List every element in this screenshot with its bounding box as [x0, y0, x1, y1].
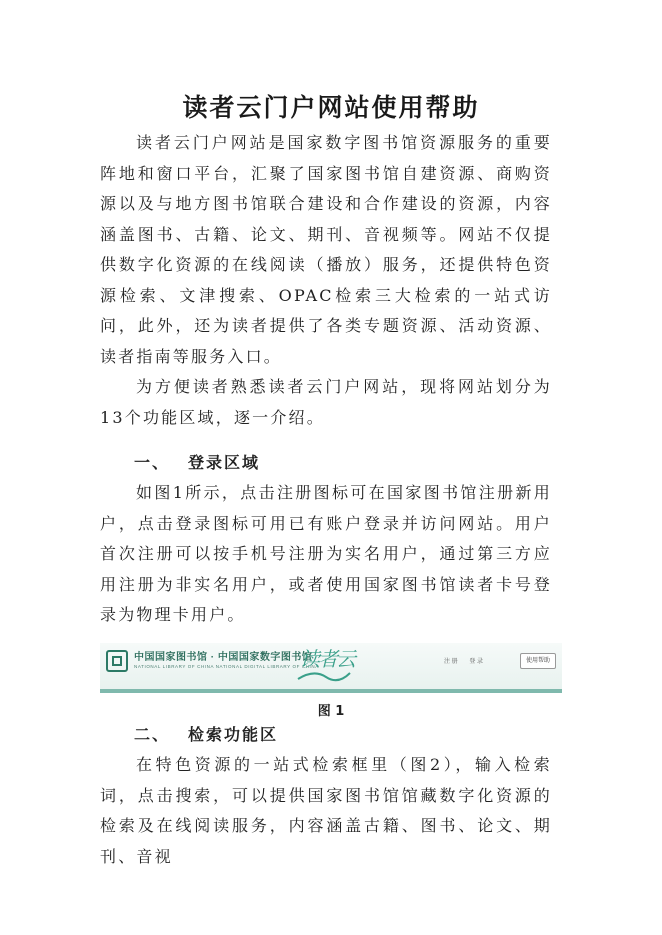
section1-number: 一、	[134, 453, 171, 472]
page-title: 读者云门户网站使用帮助	[182, 93, 480, 122]
account-links	[444, 656, 493, 665]
cloud-swoosh-icon	[296, 667, 352, 685]
reader-cloud-logo: 读者云	[300, 647, 354, 671]
section1-heading	[134, 448, 260, 478]
figure1-banner-image	[100, 643, 562, 693]
section2-number: 二、	[134, 725, 171, 744]
overview-paragraph: 为方便读者熟悉读者云门户网站，现将网站划分为13个功能区域，逐一介绍。	[100, 377, 552, 427]
section2-paragraph: 在特色资源的一站式检索框里（图2），输入检索词，点击搜索，可以提供国家图书馆馆藏数字化资源的检索及在线阅读服务，内容涵盖古籍、图书、论文、期刊、音视	[100, 755, 552, 866]
library-logo-icon	[106, 650, 128, 672]
help-button[interactable]: 使用帮助	[520, 653, 556, 669]
section1-title: 登录区域	[188, 453, 261, 472]
section1-paragraph: 如图1所示，点击注册图标可在国家图书馆注册新用户，点击登录图标可用已有账户登录并访问网站。用户首次注册可以按手机号注册为实名用户，通过第三方应用注册为非实名用户，或者使用国家图书馆读者卡号登录为物理卡用户。	[100, 483, 552, 624]
register-link[interactable]: 注 册	[444, 659, 458, 665]
intro-paragraph: 读者云门户网站是国家数字图书馆资源服务的重要阵地和窗口平台，汇聚了国家图书馆自建资源、商购资源以及与地方图书馆联合建设和合作建设的资源，内容涵盖图书、古籍、论文、期刊、音视频等。网站不仅提供数字化资源的在线阅读（播放）服务，还提供特色资源检索、文津搜索、OPAC检索三大检索的一站式访问，此外，还为读者提供了各类专题资源、活动资源、读者指南等服务入口。	[100, 133, 552, 366]
library-name-en: NATIONAL LIBRARY OF CHINA NATIONAL DIGITAL LIBRARY OF CHINA	[134, 664, 319, 669]
figure1-caption: 图 1	[317, 704, 345, 719]
library-name: 中国国家图书馆 · 中国国家数字图书馆	[134, 652, 313, 663]
login-link[interactable]: 登 录	[469, 659, 484, 665]
section2-title: 检索功能区	[188, 725, 279, 744]
section2-heading	[134, 720, 278, 750]
